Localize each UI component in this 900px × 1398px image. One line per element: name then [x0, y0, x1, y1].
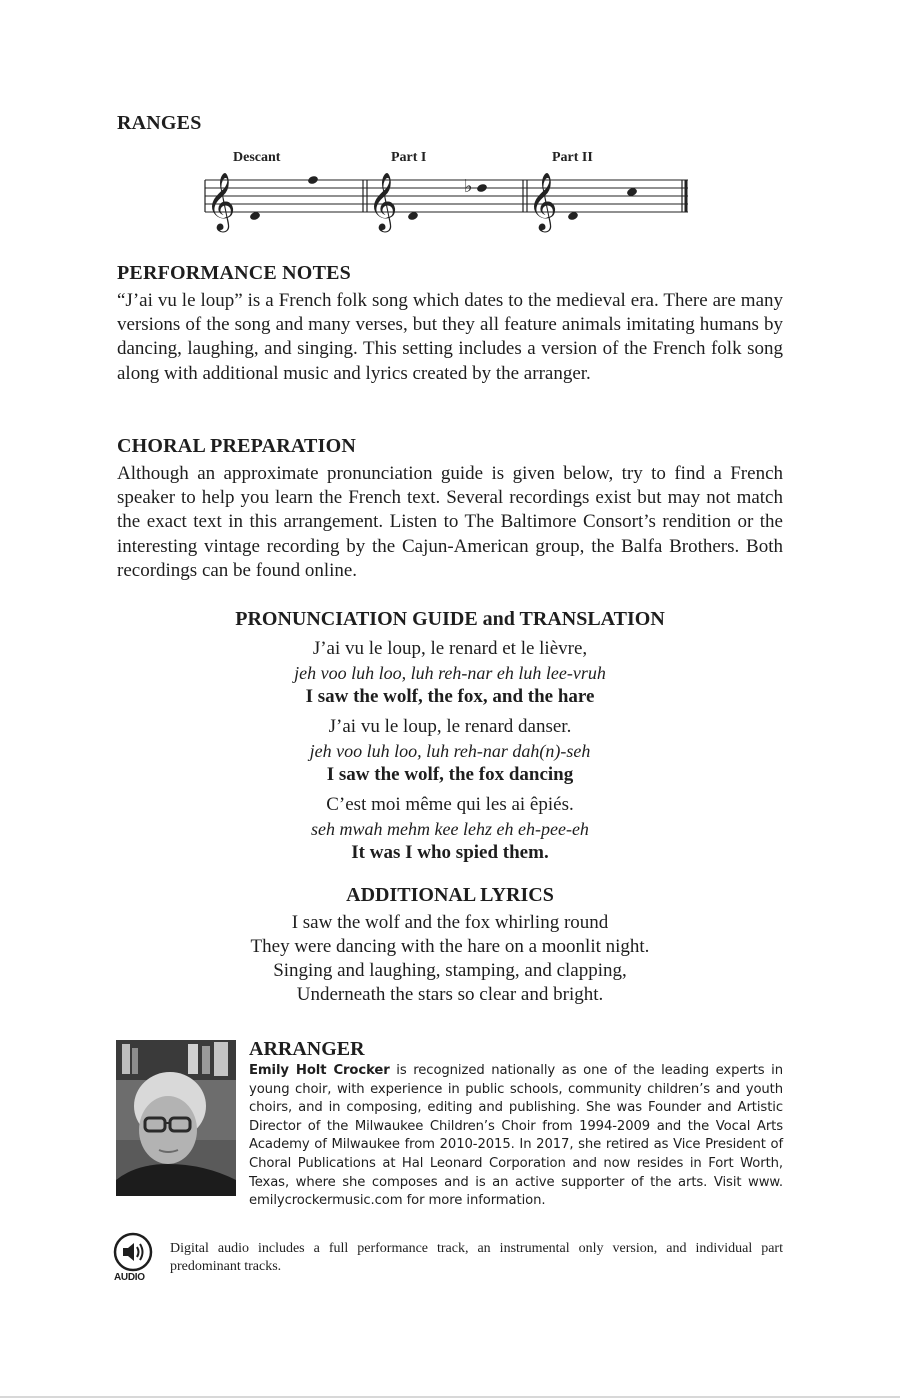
performance-notes-heading: PERFORMANCE NOTES [117, 262, 351, 284]
verse-pronunciation: jeh voo luh loo, luh reh-nar dah(n)-seh [309, 741, 591, 761]
verse-pronunciation: jeh voo luh loo, luh reh-nar eh luh lee-vruh [294, 663, 606, 683]
treble-clef-icon: 𝄞 [528, 172, 558, 230]
arranger-name: Emily Holt Crocker [249, 1063, 390, 1078]
range-label-part1: Part I [391, 150, 427, 165]
verse-pronunciation: seh mwah mehm kee lehz eh eh-pee-eh [311, 819, 589, 839]
staff-lines [205, 180, 688, 212]
flat-icon: ♭ [464, 176, 473, 197]
audio-text: Digital audio includes a full performance track, an instrumental only version, and individual part predominant tracks. [170, 1241, 783, 1274]
arranger-bio-text: is recognized nationally as one of the leading experts in young choir, with experience in public schools, community children’s and youth choirs, and in composing, editing and publishing. She was Founder and Artistic Director of the Milwaukee Children’s Choir from 1994-2009 and the Vocal Arts Academy of Milwaukee from 2010-2015. In 2017, she retired as Vice President of Choral Publications at Hal Leonard Corporation and now resides in Fort Worth, Texas, where she composes and is an active supporter of the arts. Visit www. emilycrockermusic.com for more information. [249, 1063, 783, 1209]
verse-french: J’ai vu le loup, le renard et le lièvre, [312, 638, 588, 659]
additional-lyrics [117, 884, 783, 1007]
verse-translation: I saw the wolf, the fox, and the hare [305, 686, 595, 707]
verse-1 [117, 637, 783, 709]
pronunciation-heading: PRONUNCIATION GUIDE and TRANSLATION [235, 608, 665, 630]
treble-clef-icon: 𝄞 [206, 172, 236, 230]
arranger-bio [249, 1062, 783, 1211]
verse-2 [117, 715, 783, 787]
arranger-heading: ARRANGER [249, 1038, 365, 1060]
additional-lyrics-heading: ADDITIONAL LYRICS [346, 884, 554, 906]
ranges-staff [200, 140, 700, 240]
lyric-line: Singing and laughing, stamping, and clapping, [273, 960, 627, 981]
arranger-photo [116, 1040, 236, 1196]
verse-translation: I saw the wolf, the fox dancing [326, 764, 574, 785]
choral-preparation-text: Although an approximate pronunciation guide is given below, try to find a French speaker to help you learn the French text. Several recordings exist but may not match the exact text in this arrangement. Listen to The Baltimore Consort’s rendition or the interesting vintage recording by the Cajun-American group, the Balfa Brothers. Both recordings can be found online. [117, 463, 783, 581]
lyric-line: They were dancing with the hare on a moonlit night. [250, 936, 650, 957]
audio-label: AUDIO [114, 1272, 145, 1283]
verse-french: C’est moi même qui les ai êpiés. [326, 794, 574, 815]
range-label-descant: Descant [233, 150, 281, 165]
range-notes [249, 175, 638, 221]
verse-french: J’ai vu le loup, le renard danser. [328, 716, 572, 737]
verse-3 [117, 793, 783, 865]
lyric-line: Underneath the stars so clear and bright. [296, 984, 604, 1005]
performance-notes-text: “J’ai vu le loup” is a French folk song which dates to the medieval era. There are many versions of the song and many verses, but they all feature animals imitating humans by dancing, laughing, and singing. This setting includes a version of the French folk song along with additional music and lyrics created by the arranger. [117, 290, 783, 384]
ranges-heading: RANGES [117, 112, 202, 134]
treble-clef-icon: 𝄞 [368, 172, 398, 230]
pronunciation-guide [117, 608, 783, 871]
range-label-part2: Part II [552, 150, 593, 165]
verse-translation: It was I who spied them. [351, 842, 549, 863]
choral-preparation-heading: CHORAL PREPARATION [117, 435, 356, 457]
lyric-line: I saw the wolf and the fox whirling round [291, 912, 609, 933]
audio-icon [113, 1232, 153, 1272]
